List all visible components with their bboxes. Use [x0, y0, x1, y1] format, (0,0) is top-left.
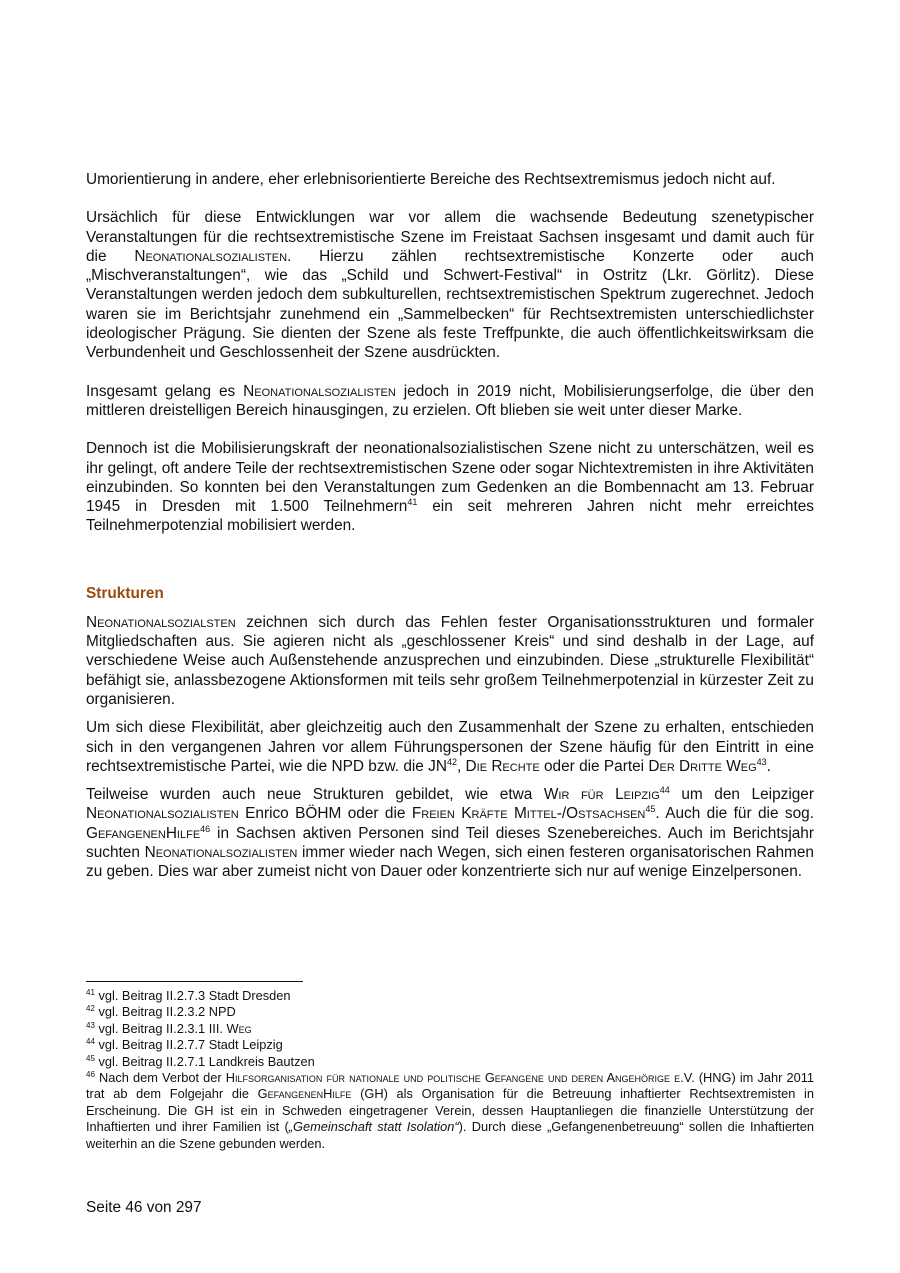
- footnotes: [86, 988, 814, 1152]
- footnote-ref-41[interactable]: 41: [407, 497, 418, 508]
- footnote-ref-44[interactable]: 44: [659, 785, 670, 796]
- footnote-ref-42[interactable]: 42: [446, 756, 457, 767]
- paragraph-1: Umorientierung in andere, eher erlebnisorientierte Bereiche des Rechtsextremismus jedoch nicht auf.: [86, 171, 776, 188]
- footnote-44: $^{44}$ vgl. Beitrag II.2.7.7 Stadt Leipzig: [86, 1037, 283, 1053]
- paragraph-7: Teilweise wurden auch neue Strukturen gebildet, wie etwa Wir für Leipzig$^{44}$ um den Leipziger Neonationalsozialisten Enrico BÖHM oder die Freien Kräfte Mittel-/Ostsachsen$^{45}$. Auch die für die sog. GefangenenHilfe$^{46}$ in Sachsen aktiven Personen sind Teil dieses Szenebereiches. Auch im Berichtsjahr suchten Neonationalsozialisten immer wieder nach Wegen, sich einen festeren organisatorischen Rahmen zu geben. Dies war aber zumeist nicht von Dauer oder konzentrierte sich nur auf wenige Einzelpersonen.: [86, 785, 814, 881]
- footnote-ref-43[interactable]: 43: [756, 756, 767, 767]
- section-heading: Strukturen: [86, 584, 164, 602]
- footnote-46: $^{46}$ Nach dem Verbot der Hilfsorganisation für nationale und politische Gefangene und deren Angehörige e.V. (HNG) im Jahr 2011 trat ab dem Folgejahr die GefangenenHilfe (GH) als Organisation für die Betreuung inhaftierter Rechtsextremisten in Erscheinung. Die GH ist ein in Schweden eingetragener Verein, dessen Hauptanliegen die finanzielle Unterstützung der Inhaftierten und ihrer Familien ist („Gemeinschaft statt Isolation“). Durch diese „Gefangenenbetreuung“ sollen die Inhaftierten weiterhin an die Szene gebunden werden.: [86, 1070, 814, 1151]
- paragraph-4: Dennoch ist die Mobilisierungskraft der neonationalsozialistischen Szene nicht zu unterschätzen, weil es ihr gelingt, oft andere Teile der rechtsextremistischen Szene oder sogar Nichtextremisten in ihre Aktivitäten einzubinden. So konnten bei den Veranstaltungen zum Gedenken an die Bombennacht am 13. Februar 1945 in Dresden mit 1.500 Teilnehmern$^{41}$ ein seit mehreren Jahren nicht mehr erreichtes Teilnehmerpotenzial mobilisiert werden.: [86, 440, 814, 535]
- footnote-43: $^{43}$ vgl. Beitrag II.2.3.1 III. Weg: [86, 1020, 252, 1036]
- paragraph-2: Ursächlich für diese Entwicklungen war vor allem die wachsende Bedeutung szenetypischer Veranstaltungen für die rechtsextremistische Szene im Freistaat Sachsen insgesamt und damit auch für die Neonationalsozialisten. Hierzu zählen rechtsextremistische Konzerte oder auch „Mischveranstaltungen“, wie das „Schild und Schwert-Festival“ in Ostritz (Lkr. Görlitz). Diese Veranstaltungen werden jedoch dem subkulturellen, rechtsextremistischen Spektrum zugerechnet. Jedoch waren sie im Berichtsjahr zunehmend ein „Sammelbecken“ für Rechtsextremisten unterschiedlichster ideologischer Prägung. Sie dienten der Szene als feste Treffpunkte, die auch öffentlichkeitswirksam die Verbundenheit und Geschlossenheit der Szene ausdrückten.: [86, 209, 814, 362]
- document-body: [86, 170, 814, 882]
- paragraph-3: Insgesamt gelang es Neonationalsozialisten jedoch in 2019 nicht, Mobilisierungserfolge, die über den mittleren dreistelligen Bereich hinausgingen, zu erzielen. Oft blieben sie weit unter dieser Marke.: [86, 382, 814, 419]
- footnote-separator: [86, 981, 303, 982]
- footnote-41: $^{41}$ vgl. Beitrag II.2.7.3 Stadt Dresden: [86, 988, 291, 1003]
- footnote-ref-46[interactable]: 46: [200, 823, 211, 834]
- paragraph-5: Neonationalsozialsten zeichnen sich durch das Fehlen fester Organisationsstrukturen und formaler Mitgliedschaften aus. Sie agieren nicht als „geschlossener Kreis“ und sind deshalb in der Lage, auf verschiedene Weise auch Außenstehende anzusprechen und einzubinden. Diese „strukturelle Flexibilität“ befähigt sie, anlassbezogene Aktionsformen mit teils sehr großem Teilnehmerpotenzial in kürzester Zeit zu organisieren.: [86, 613, 814, 708]
- footnote-45: $^{45}$ vgl. Beitrag II.2.7.1 Landkreis Bautzen: [86, 1053, 315, 1069]
- paragraph-6: Um sich diese Flexibilität, aber gleichzeitig auch den Zusammenhalt der Szene zu erhalten, entschieden sich in den vergangenen Jahren vor allem Führungspersonen der Szene häufig für den Eintritt in eine rechtsextremistische Partei, wie die NPD bzw. die JN$^{42}$, Die Rechte oder die Partei Der Dritte Weg$^{43}$.: [86, 719, 814, 775]
- footnote-ref-45[interactable]: 45: [645, 804, 656, 815]
- page-number: Seite 46 von 297: [86, 1199, 202, 1216]
- footnote-42: $^{42}$ vgl. Beitrag II.2.3.2 NPD: [86, 1004, 236, 1020]
